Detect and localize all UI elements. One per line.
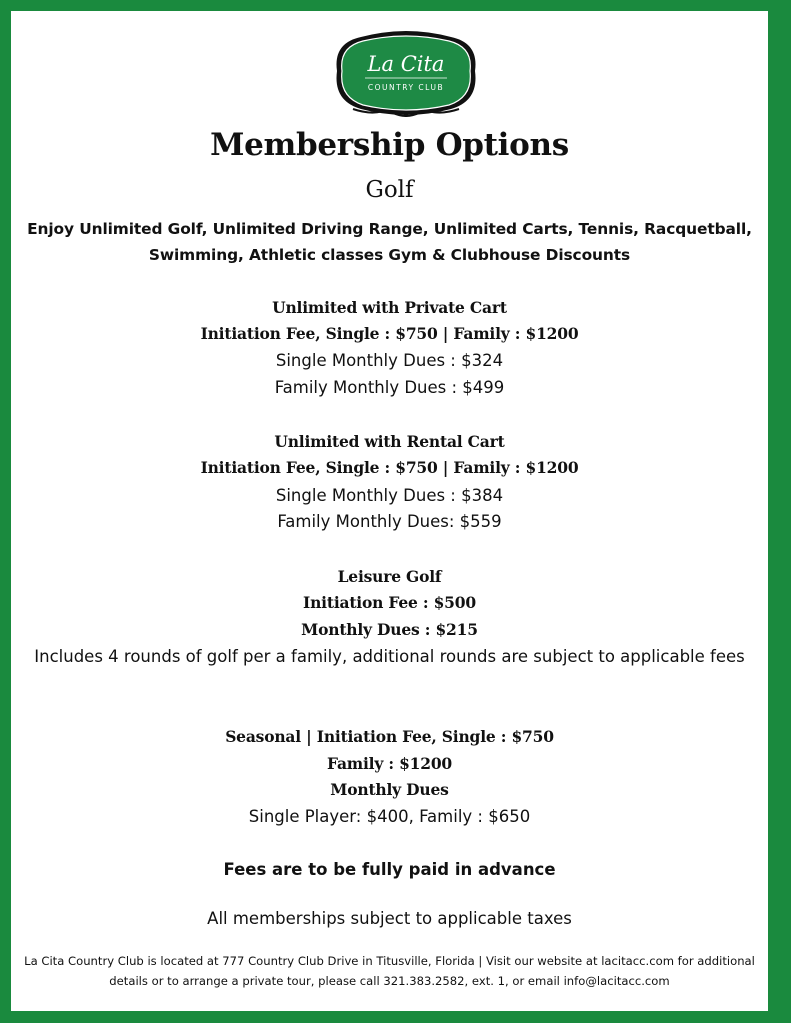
logo-subtitle: COUNTRY CLUB <box>367 83 445 92</box>
plan-seasonal-heading: Seasonal | Initiation Fee, Single : $750 <box>225 727 554 746</box>
plan-leisure-initiation: Initiation Fee : $500 <box>303 593 476 612</box>
plan-private-cart-fees: Initiation Fee, Single : $750 | Family : $1200 <box>200 324 579 343</box>
footer-contact-info: La Cita Country Club is located at 777 Country Club Drive in Titusville, Florida | Visit our website at lacitacc.com for additional details or to arrange a private tour, please call 321.383.2582, ext. 1, or email info@lacitacc.com <box>24 954 755 988</box>
page-subtitle: Golf <box>365 177 414 203</box>
plan-private-cart-heading: Unlimited with Private Cart <box>272 298 507 317</box>
plan-leisure-monthly: Monthly Dues : $215 <box>301 620 478 639</box>
logo-name: La Cita <box>367 52 445 76</box>
page-frame <box>11 11 768 1011</box>
intro-text: Enjoy Unlimited Golf, Unlimited Driving Range, Unlimited Carts, Tennis, Racquetball, Swimming, Athletic classes Gym & Clubhouse Discounts <box>27 220 752 264</box>
la-cita-logo <box>331 29 481 117</box>
page-title: Membership Options <box>210 127 569 163</box>
advance-payment-note: Fees are to be fully paid in advance <box>223 860 556 879</box>
plan-leisure-heading: Leisure Golf <box>337 567 442 586</box>
plan-rental-cart-family-dues: Family Monthly Dues: $559 <box>277 512 502 531</box>
plan-seasonal-family: Family : $1200 <box>326 754 453 773</box>
plan-private-cart-family-dues: Family Monthly Dues : $499 <box>274 378 505 397</box>
plan-rental-cart-single-dues: Single Monthly Dues : $384 <box>275 486 504 505</box>
plan-rental-cart-fees: Initiation Fee, Single : $750 | Family : $1200 <box>200 458 579 477</box>
plan-leisure-note: Includes 4 rounds of golf per a family, additional rounds are subject to applicable fees <box>34 647 745 666</box>
plan-seasonal-dues: Single Player: $400, Family : $650 <box>248 807 531 826</box>
plan-private-cart-single-dues: Single Monthly Dues : $324 <box>275 351 504 370</box>
plan-seasonal-dues-heading: Monthly Dues <box>330 780 449 799</box>
tax-note: All memberships subject to applicable taxes <box>207 909 572 928</box>
plan-rental-cart-heading: Unlimited with Rental Cart <box>274 432 505 451</box>
